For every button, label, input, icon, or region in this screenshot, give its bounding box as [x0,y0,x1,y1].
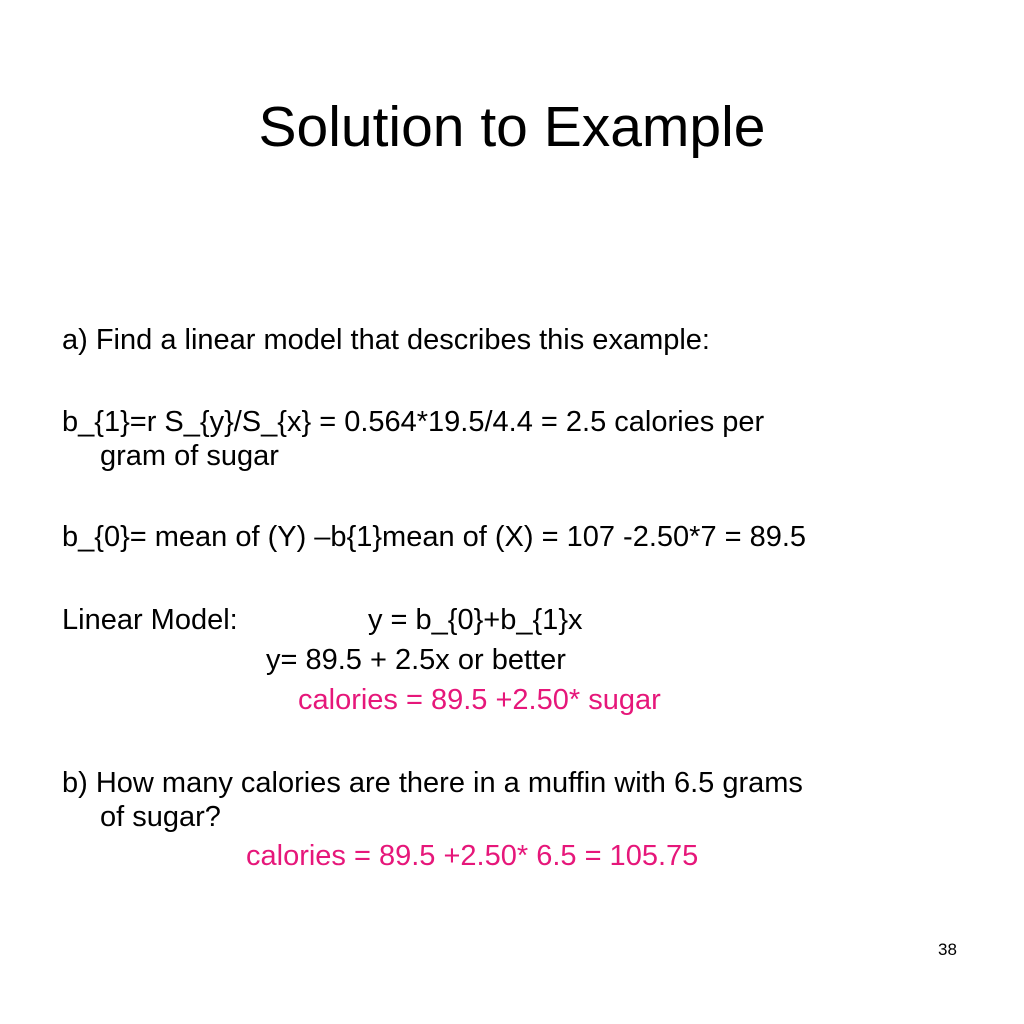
page-number: 38 [938,940,957,959]
linear-model-final: calories = 89.5 +2.50* sugar [298,684,661,716]
slide-title: Solution to Example [258,95,766,159]
part-b-answer: calories = 89.5 +2.50* 6.5 = 105.75 [246,840,699,872]
linear-model-general: y = b_{0}+b_{1}x [368,604,583,636]
part-b-question-line-2: of sugar? [100,801,221,833]
linear-model-numeric: y= 89.5 + 2.5x or better [266,644,566,676]
intercept-formula: b_{0}= mean of (Y) –b{1}mean of (X) = 107 -2.50*7 = 89.5 [62,521,807,553]
slope-formula-line-2: gram of sugar [100,440,279,472]
linear-model-label: Linear Model: [62,604,238,636]
slope-formula-line-1: b_{1}=r S_{y}/S_{x} = 0.564*19.5/4.4 = 2.5 calories per [62,406,765,438]
part-a-question: a) Find a linear model that describes this example: [62,324,710,356]
part-b-question-line-1: b) How many calories are there in a muffin with 6.5 grams [62,767,803,799]
